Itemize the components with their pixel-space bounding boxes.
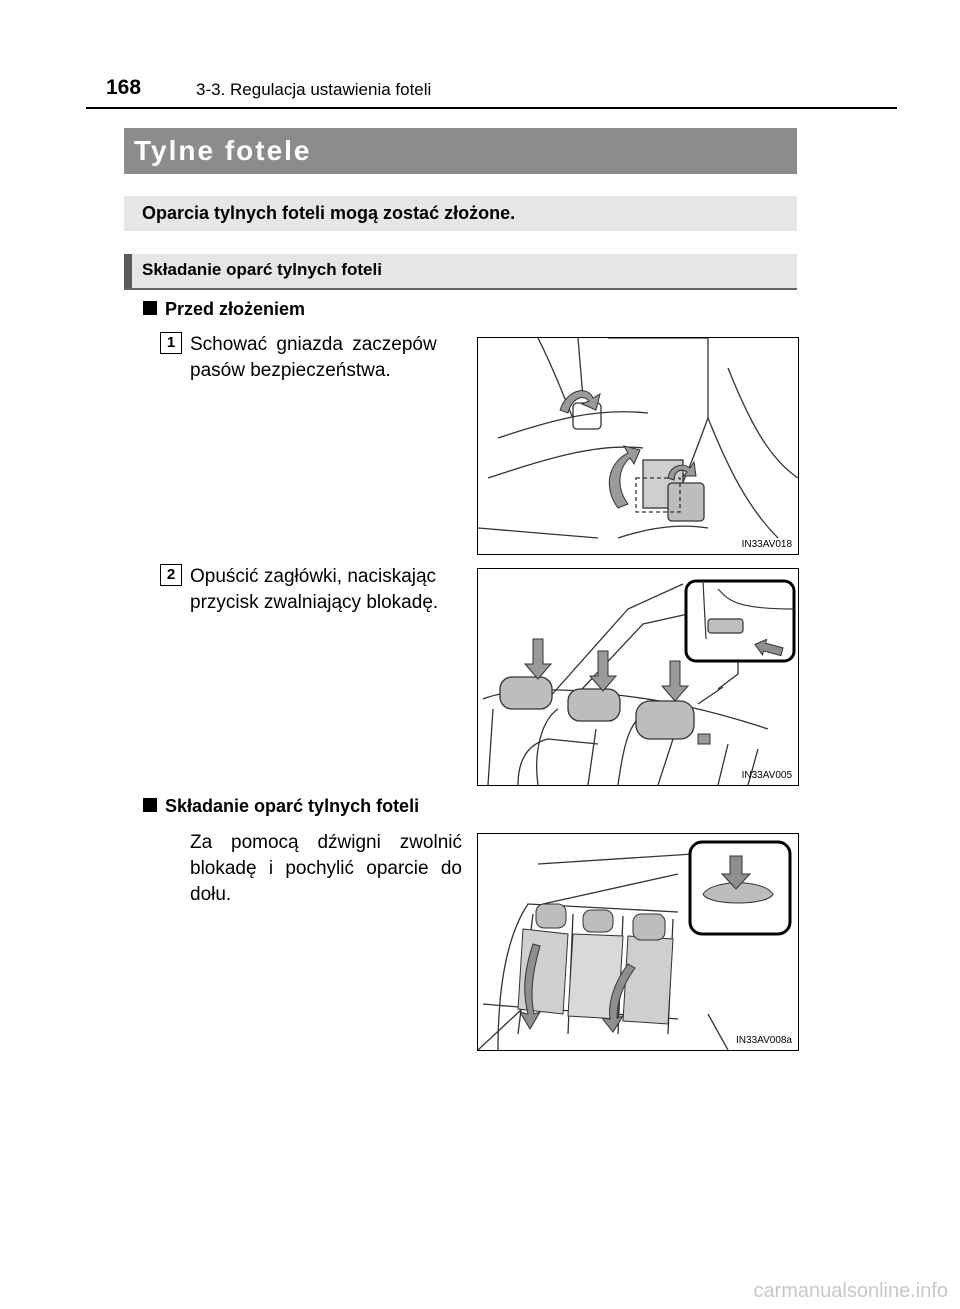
- section-title: Tylne fotele: [134, 135, 312, 166]
- subsection-bar: [124, 254, 797, 290]
- step-number-2: 2: [160, 564, 182, 586]
- intro-text: Oparcia tylnych foteli mogą zostać złożone.: [142, 203, 516, 223]
- intro-bar: [124, 196, 797, 231]
- footer-watermark: carmanualsonline.info: [753, 1280, 948, 1302]
- square-bullet-icon: [143, 301, 157, 315]
- headrest-illustration: [478, 569, 798, 785]
- figure-seatbelt-buckles: [477, 337, 799, 555]
- step-number-1: 1: [160, 332, 182, 354]
- heading-text: Składanie oparć tylnych foteli: [165, 796, 420, 816]
- heading-folding: [143, 796, 419, 817]
- section-title-bar: [124, 128, 797, 174]
- figure-code: IN33AV008a: [736, 1035, 792, 1046]
- seatbelt-buckle-illustration: [478, 338, 798, 554]
- step-1-text: [190, 332, 437, 384]
- step-2-text: [190, 564, 438, 616]
- folding-line-3: dołu.: [190, 884, 232, 905]
- step-2-line-1: Opuścić zagłówki, naciskając: [190, 566, 437, 587]
- figure-code: IN33AV018: [741, 539, 792, 550]
- folding-line-2: blokadę i pochylić oparcie do: [190, 858, 462, 879]
- header-rule: [86, 107, 897, 109]
- subsection-marker: [124, 254, 132, 288]
- page-number: 168: [106, 76, 142, 99]
- figure-headrests: [477, 568, 799, 786]
- square-bullet-icon: [143, 798, 157, 812]
- step-1-line-2: pasów bezpieczeństwa.: [190, 360, 391, 381]
- seatback-folding-illustration: [478, 834, 798, 1050]
- folding-line-1: Za pomocą dźwigni zwolnić: [190, 832, 462, 853]
- running-header: 3-3. Regulacja ustawienia foteli: [196, 80, 432, 99]
- heading-before-folding: [143, 299, 305, 320]
- step-1-line-1: Schować gniazda zaczepów: [190, 334, 437, 355]
- step-2-line-2: przycisk zwalniający blokadę.: [190, 592, 439, 613]
- heading-text: Przed złożeniem: [165, 299, 306, 319]
- subsection-title: Składanie oparć tylnych foteli: [142, 260, 382, 279]
- figure-folding-seatbacks: [477, 833, 799, 1051]
- figure-code: IN33AV005: [741, 770, 792, 781]
- folding-text: [190, 830, 462, 908]
